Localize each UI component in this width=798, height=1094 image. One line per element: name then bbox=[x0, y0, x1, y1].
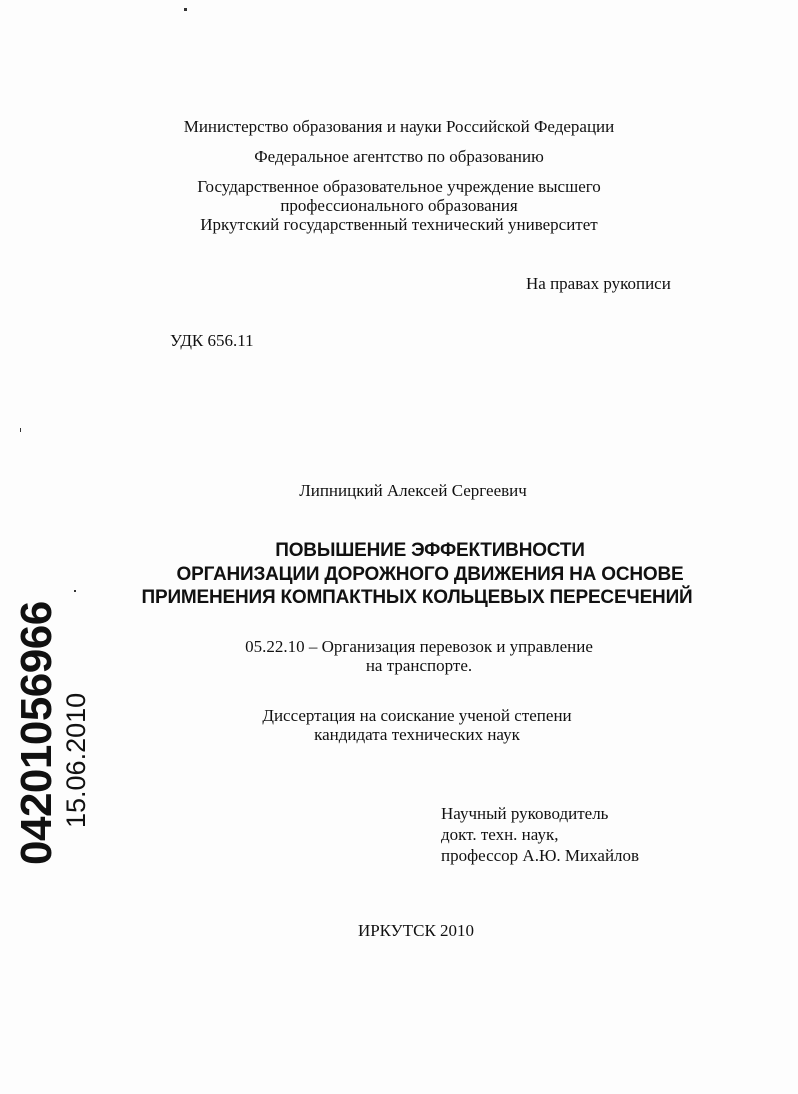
agency-line: Федеральное агентство по образованию bbox=[254, 147, 544, 166]
dissertation-title-line-2: ОРГАНИЗАЦИИ ДОРОЖНОГО ДВИЖЕНИЯ НА ОСНОВЕ bbox=[176, 564, 684, 585]
supervisor-line-1: Научный руководитель bbox=[441, 804, 609, 823]
specialty-line-1: 05.22.10 – Организация перевозок и управление bbox=[245, 637, 593, 656]
udc-code: УДК 656.11 bbox=[170, 331, 254, 350]
degree-line-2: кандидата технических наук bbox=[314, 725, 520, 744]
dissertation-title-line-3: ПРИМЕНЕНИЯ КОМПАКТНЫХ КОЛЬЦЕВЫХ ПЕРЕСЕЧЕНИЙ bbox=[141, 587, 693, 608]
scan-speck bbox=[20, 428, 21, 432]
library-stamp-number: 04201056966 bbox=[12, 601, 61, 865]
degree-line-1: Диссертация на соискание ученой степени bbox=[262, 706, 572, 725]
supervisor-line-3: профессор А.Ю. Михайлов bbox=[441, 846, 640, 865]
ministry-line: Министерство образования и науки Российской Федерации bbox=[183, 117, 615, 136]
dissertation-title-line-1: ПОВЫШЕНИЕ ЭФФЕКТИВНОСТИ bbox=[275, 540, 585, 561]
supervisor-line-2: докт. техн. наук, bbox=[441, 825, 559, 844]
author-name: Липницкий Алексей Сергеевич bbox=[299, 481, 527, 500]
institution-line-2: профессионального образования bbox=[280, 196, 518, 215]
university-line: Иркутский государственный технический университет bbox=[200, 215, 598, 234]
specialty-line-2: на транспорте. bbox=[365, 656, 473, 675]
institution-line-1: Государственное образовательное учреждение высшего bbox=[197, 177, 601, 196]
scan-speck bbox=[184, 8, 187, 11]
city-year: ИРКУТСК 2010 bbox=[357, 921, 475, 940]
library-stamp-date: 15.06.2010 bbox=[61, 692, 91, 828]
manuscript-note: На правах рукописи bbox=[526, 274, 671, 293]
